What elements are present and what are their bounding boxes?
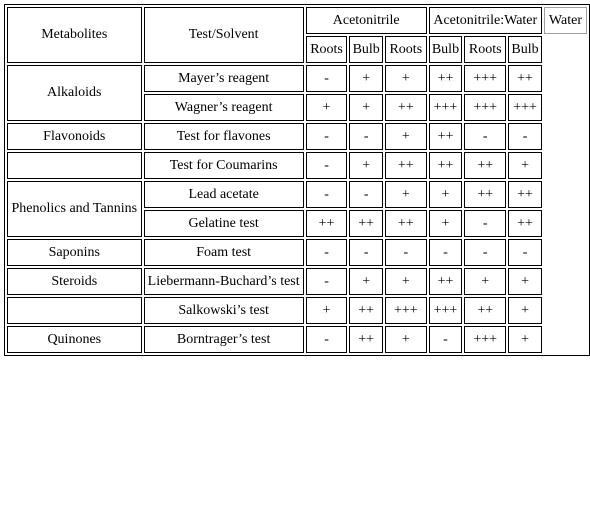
result-cell: + xyxy=(385,65,427,92)
phytochemical-screening-table xyxy=(4,4,590,356)
test-cell: Borntrager’s test xyxy=(144,326,304,353)
result-cell: - xyxy=(349,239,383,266)
result-cell: ++ xyxy=(349,297,383,324)
result-cell: ++ xyxy=(429,123,463,150)
metabolite-cell: Steroids xyxy=(7,268,142,295)
empty-trailing-cell xyxy=(544,297,587,324)
subheader-bulb-3: Bulb xyxy=(508,36,542,63)
result-cell: ++ xyxy=(429,152,463,179)
result-cell: + xyxy=(429,181,463,208)
table-row xyxy=(7,181,587,208)
metabolite-cell: Flavonoids xyxy=(7,123,142,150)
result-cell: +++ xyxy=(429,297,463,324)
result-cell: ++ xyxy=(464,181,506,208)
result-cell: ++ xyxy=(508,65,542,92)
empty-trailing-cell xyxy=(544,94,587,121)
result-cell: + xyxy=(508,326,542,353)
test-cell: Gelatine test xyxy=(144,210,304,237)
subheader-roots-2: Roots xyxy=(385,36,427,63)
result-cell: + xyxy=(464,268,506,295)
result-cell: + xyxy=(385,181,427,208)
result-cell: - xyxy=(306,65,348,92)
result-cell: ++ xyxy=(349,326,383,353)
result-cell: +++ xyxy=(385,297,427,324)
empty-trailing-cell xyxy=(544,181,587,208)
result-cell: - xyxy=(429,239,463,266)
result-cell: - xyxy=(464,239,506,266)
metabolite-cell: Phenolics and Tannins xyxy=(7,181,142,237)
result-cell: - xyxy=(508,239,542,266)
subheader-bulb-1: Bulb xyxy=(349,36,383,63)
result-cell: + xyxy=(385,326,427,353)
test-cell: Test for flavones xyxy=(144,123,304,150)
result-cell: +++ xyxy=(464,65,506,92)
metabolite-cell: Quinones xyxy=(7,326,142,353)
result-cell: ++ xyxy=(429,268,463,295)
result-cell: - xyxy=(306,239,348,266)
result-cell: ++ xyxy=(385,152,427,179)
test-cell: Test for Coumarins xyxy=(144,152,304,179)
result-cell: + xyxy=(349,94,383,121)
result-cell: ++ xyxy=(508,181,542,208)
result-cell: + xyxy=(508,268,542,295)
result-cell: + xyxy=(385,268,427,295)
subheader-roots-3: Roots xyxy=(464,36,506,63)
result-cell: +++ xyxy=(429,94,463,121)
empty-trailing-cell xyxy=(544,268,587,295)
result-cell: + xyxy=(385,123,427,150)
result-cell: - xyxy=(306,326,348,353)
test-cell: Salkowski’s test xyxy=(144,297,304,324)
result-cell: ++ xyxy=(306,210,348,237)
result-cell: ++ xyxy=(464,297,506,324)
test-cell: Lead acetate xyxy=(144,181,304,208)
result-cell: ++ xyxy=(508,210,542,237)
subheader-roots-1: Roots xyxy=(306,36,348,63)
result-cell: ++ xyxy=(349,210,383,237)
result-cell: + xyxy=(349,65,383,92)
test-cell: Mayer’s reagent xyxy=(144,65,304,92)
metabolite-cell: Alkaloids xyxy=(7,65,142,121)
result-cell: ++ xyxy=(385,210,427,237)
empty-trailing-cell xyxy=(544,239,587,266)
table-row xyxy=(7,152,587,179)
result-cell: - xyxy=(306,268,348,295)
result-cell: - xyxy=(429,326,463,353)
empty-trailing-cell xyxy=(544,123,587,150)
metabolite-cell: Saponins xyxy=(7,239,142,266)
result-cell: - xyxy=(508,123,542,150)
result-cell: +++ xyxy=(508,94,542,121)
result-cell: ++ xyxy=(464,152,506,179)
result-cell: ++ xyxy=(429,65,463,92)
result-cell: +++ xyxy=(464,94,506,121)
result-cell: +++ xyxy=(464,326,506,353)
test-cell: Wagner’s reagent xyxy=(144,94,304,121)
result-cell: - xyxy=(306,181,348,208)
test-cell: Liebermann-Buchard’s test xyxy=(144,268,304,295)
header-group-acetonitrile-water: Acetonitrile:Water xyxy=(429,7,542,34)
table-row xyxy=(7,65,587,92)
result-cell: - xyxy=(306,152,348,179)
empty-trailing-cell xyxy=(544,210,587,237)
metabolite-cell xyxy=(7,152,142,179)
result-cell: + xyxy=(508,297,542,324)
phytochemical-table-container xyxy=(4,4,590,356)
metabolite-cell xyxy=(7,297,142,324)
result-cell: - xyxy=(306,123,348,150)
result-cell: - xyxy=(349,123,383,150)
header-group-acetonitrile: Acetonitrile xyxy=(306,7,427,34)
table-row xyxy=(7,297,587,324)
table-row xyxy=(7,326,587,353)
result-cell: + xyxy=(306,297,348,324)
result-cell: ++ xyxy=(385,94,427,121)
table-row xyxy=(7,239,587,266)
result-cell: + xyxy=(429,210,463,237)
empty-corner-cell xyxy=(544,36,587,63)
empty-trailing-cell xyxy=(544,65,587,92)
header-group-water: Water xyxy=(544,7,587,34)
result-cell: + xyxy=(508,152,542,179)
table-row xyxy=(7,268,587,295)
table-row xyxy=(7,123,587,150)
result-cell: - xyxy=(464,123,506,150)
subheader-bulb-2: Bulb xyxy=(429,36,463,63)
test-cell: Foam test xyxy=(144,239,304,266)
result-cell: + xyxy=(349,152,383,179)
result-cell: - xyxy=(385,239,427,266)
result-cell: - xyxy=(349,181,383,208)
header-metabolites: Metabolites xyxy=(7,7,142,63)
result-cell: + xyxy=(306,94,348,121)
empty-trailing-cell xyxy=(544,152,587,179)
empty-trailing-cell xyxy=(544,326,587,353)
result-cell: + xyxy=(349,268,383,295)
result-cell: - xyxy=(464,210,506,237)
header-row-groups xyxy=(7,7,587,34)
header-test-solvent: Test/Solvent xyxy=(144,7,304,63)
